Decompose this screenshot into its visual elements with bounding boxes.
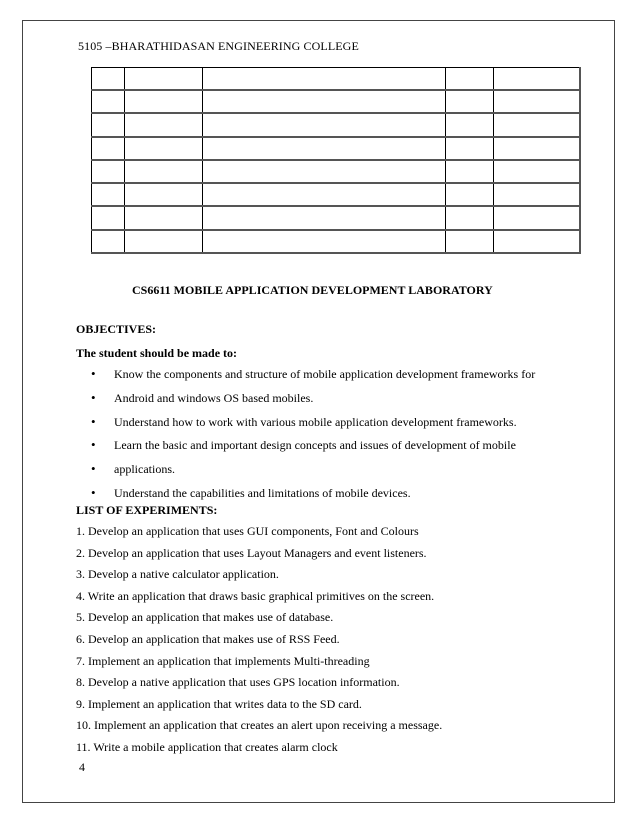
table-cell bbox=[203, 183, 446, 206]
table-cell bbox=[125, 68, 203, 91]
experiment-item: 1. Develop an application that uses GUI components, Font and Colours bbox=[76, 524, 419, 538]
table-cell bbox=[125, 206, 203, 229]
table-row bbox=[92, 68, 580, 91]
table-cell bbox=[446, 183, 494, 206]
table-cell bbox=[446, 206, 494, 229]
table-row bbox=[92, 206, 580, 229]
blank-table bbox=[91, 67, 581, 254]
table-cell bbox=[203, 113, 446, 136]
table-cell bbox=[203, 68, 446, 91]
table-cell bbox=[494, 68, 580, 91]
objective-item: • Understand how to work with various mobile application development frameworks. bbox=[76, 413, 535, 437]
table-cell bbox=[92, 206, 125, 229]
table-cell bbox=[125, 230, 203, 253]
page-number: 4 bbox=[79, 760, 85, 774]
table-cell bbox=[92, 160, 125, 183]
objective-item: • Understand the capabilities and limitations of mobile devices. bbox=[76, 484, 535, 508]
table-cell bbox=[125, 113, 203, 136]
table-cell bbox=[125, 90, 203, 113]
table-cell bbox=[494, 113, 580, 136]
table-cell bbox=[92, 137, 125, 160]
table-cell bbox=[203, 230, 446, 253]
course-title: CS6611 MOBILE APPLICATION DEVELOPMENT LABORATORY bbox=[132, 283, 493, 297]
college-header: 5105 –BHARATHIDASAN ENGINEERING COLLEGE bbox=[78, 39, 359, 53]
experiments-heading: LIST OF EXPERIMENTS: bbox=[76, 503, 218, 517]
experiment-item: 6. Develop an application that makes use of RSS Feed. bbox=[76, 631, 340, 646]
table-row bbox=[92, 160, 580, 183]
table-cell bbox=[125, 160, 203, 183]
experiment-item: 8. Develop a native application that uses GPS location information. bbox=[76, 675, 400, 690]
table-cell bbox=[494, 206, 580, 229]
experiments-list bbox=[76, 522, 442, 760]
table-cell bbox=[494, 90, 580, 113]
table-row bbox=[92, 230, 580, 253]
table-cell bbox=[92, 183, 125, 206]
experiment-item: 5. Develop an application that makes use of database. bbox=[76, 610, 334, 625]
table-cell bbox=[92, 90, 125, 113]
experiment-item: 2. Develop an application that uses Layout Managers and event listeners. bbox=[76, 545, 427, 560]
experiment-item: 3. Develop a native calculator application. bbox=[76, 567, 279, 582]
table-cell bbox=[494, 160, 580, 183]
table-cell bbox=[92, 230, 125, 253]
table-cell bbox=[203, 206, 446, 229]
experiment-item: 4. Write an application that draws basic graphical primitives on the screen. bbox=[76, 588, 435, 603]
table-cell bbox=[446, 230, 494, 253]
objectives-heading: OBJECTIVES: bbox=[76, 322, 157, 336]
table-cell bbox=[446, 90, 494, 113]
table-row bbox=[92, 90, 580, 113]
experiment-item: 11. Write a mobile application that creates alarm clock bbox=[76, 739, 338, 754]
objective-item: • applications. bbox=[76, 460, 535, 484]
table-cell bbox=[125, 183, 203, 206]
table-row bbox=[92, 113, 580, 136]
table-cell bbox=[494, 230, 580, 253]
table-cell bbox=[446, 68, 494, 91]
table-cell bbox=[203, 160, 446, 183]
table-cell bbox=[494, 137, 580, 160]
table-row bbox=[92, 137, 580, 160]
table-cell bbox=[446, 137, 494, 160]
experiment-item: 10. Implement an application that creates an alert upon receiving a message. bbox=[76, 718, 443, 733]
objectives-list bbox=[76, 365, 535, 508]
table-cell bbox=[203, 90, 446, 113]
table-cell bbox=[494, 183, 580, 206]
objective-item: • Learn the basic and important design concepts and issues of development of mobile bbox=[76, 436, 535, 460]
objective-item: • Android and windows OS based mobiles. bbox=[76, 389, 535, 413]
objectives-intro: The student should be made to: bbox=[76, 346, 238, 360]
table-cell bbox=[92, 113, 125, 136]
table-cell bbox=[446, 113, 494, 136]
objective-item: • Know the components and structure of mobile application development frameworks for bbox=[76, 365, 535, 389]
table-cell bbox=[446, 160, 494, 183]
table-row bbox=[92, 183, 580, 206]
experiment-item: 9. Implement an application that writes data to the SD card. bbox=[76, 696, 362, 711]
experiment-item: 7. Implement an application that implements Multi-threading bbox=[76, 653, 370, 668]
table-cell bbox=[92, 68, 125, 91]
table-cell bbox=[125, 137, 203, 160]
table-cell bbox=[203, 137, 446, 160]
